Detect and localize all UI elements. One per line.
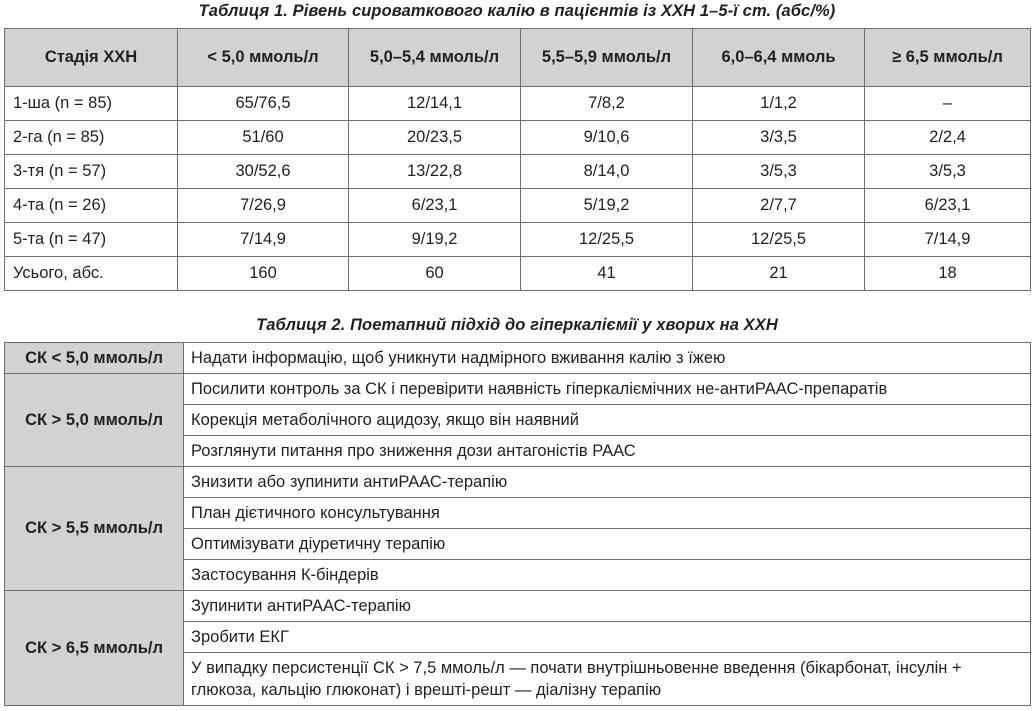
table-cell: 21 <box>693 257 865 291</box>
table-row <box>5 223 1031 257</box>
table-cell: 12/14,1 <box>349 87 521 121</box>
table-cell: 30/52,6 <box>178 155 349 189</box>
sk-level-label: СК > 5,5 ммоль/л <box>5 467 184 591</box>
table-cell: 7/14,9 <box>865 223 1031 257</box>
table-cell: 65/76,5 <box>178 87 349 121</box>
action-cell: Знизити або зупинити антиРААС-терапію <box>184 467 1031 498</box>
column-header-stage: Стадія ХХН <box>5 29 178 87</box>
table-cell: 8/14,0 <box>521 155 693 189</box>
column-header-5-0-5-4: 5,0–5,4 ммоль/л <box>349 29 521 87</box>
table-cell: 1/1,2 <box>693 87 865 121</box>
table-2-caption: Таблиця 2. Поетапний підхід до гіперкаліємії у хворих на ХХН <box>256 316 778 334</box>
table-header-row <box>5 29 1031 87</box>
table-cell: – <box>865 87 1031 121</box>
action-cell: Посилити контроль за СК і перевірити наявність гіперкаліємічних не-антиРААС-препаратів <box>184 374 1031 405</box>
table-cell: 7/26,9 <box>178 189 349 223</box>
table-cell: 2/7,7 <box>693 189 865 223</box>
action-cell: Корекція метаболічного ацидозу, якщо він наявний <box>184 405 1031 436</box>
action-cell: У випадку персистенції СК > 7,5 ммоль/л — почати внутрішньовенне введення (бікарбонат, інсулін + глюкоза, кальцію глюконат) і врешті-решт — діалізну терапію <box>184 653 1031 706</box>
action-cell: Зробити ЕКГ <box>184 622 1031 653</box>
table-total-row <box>5 257 1031 291</box>
table-row <box>5 591 1031 622</box>
sk-level-label: СК > 6,5 ммоль/л <box>5 591 184 706</box>
table-cell: 6/23,1 <box>349 189 521 223</box>
table-cell: 12/25,5 <box>521 223 693 257</box>
action-cell: Оптимізувати діуретичну терапію <box>184 529 1031 560</box>
table-cell: 3/5,3 <box>865 155 1031 189</box>
table-cell: 9/10,6 <box>521 121 693 155</box>
column-header-ge-6-5: ≥ 6,5 ммоль/л <box>865 29 1031 87</box>
action-cell: Застосування К-біндерів <box>184 560 1031 591</box>
table-cell: 2-га (n = 85) <box>5 121 178 155</box>
column-header-6-0-6-4: 6,0–6,4 ммоль <box>693 29 865 87</box>
table-row <box>5 374 1031 405</box>
table-cell: 4-та (n = 26) <box>5 189 178 223</box>
table-cell: 18 <box>865 257 1031 291</box>
table-cell: 160 <box>178 257 349 291</box>
table-cell: 2/2,4 <box>865 121 1031 155</box>
table-cell: 1-ша (n = 85) <box>5 87 178 121</box>
table-cell: 9/19,2 <box>349 223 521 257</box>
potassium-level-table <box>4 28 1031 291</box>
sk-level-label: СК > 5,0 ммоль/л <box>5 374 184 467</box>
table-row <box>5 87 1031 121</box>
table-row <box>5 343 1031 374</box>
table-cell: 5/19,2 <box>521 189 693 223</box>
table-cell: 60 <box>349 257 521 291</box>
table-cell: 51/60 <box>178 121 349 155</box>
table-cell: 41 <box>521 257 693 291</box>
column-header-5-5-5-9: 5,5–5,9 ммоль/л <box>521 29 693 87</box>
table-cell: 3-тя (n = 57) <box>5 155 178 189</box>
table-cell: 12/25,5 <box>693 223 865 257</box>
table-cell: 7/8,2 <box>521 87 693 121</box>
action-cell: Надати інформацію, щоб уникнути надмірного вживання калію з їжею <box>184 343 1031 374</box>
table-cell: 6/23,1 <box>865 189 1031 223</box>
table-1-caption: Таблиця 1. Рівень сироваткового калію в пацієнтів із ХХН 1–5-ї ст. (абс/%) <box>198 2 836 20</box>
table-cell: 20/23,5 <box>349 121 521 155</box>
table-row <box>5 121 1031 155</box>
table-cell: Усього, абс. <box>5 257 178 291</box>
hyperkalemia-approach-table <box>4 342 1031 706</box>
table-cell: 5-та (n = 47) <box>5 223 178 257</box>
table-cell: 7/14,9 <box>178 223 349 257</box>
table-row <box>5 155 1031 189</box>
table-cell: 13/22,8 <box>349 155 521 189</box>
action-cell: Розглянути питання про зниження дози антагоністів РААС <box>184 436 1031 467</box>
sk-level-label: СК < 5,0 ммоль/л <box>5 343 184 374</box>
action-cell: Зупинити антиРААС-терапію <box>184 591 1031 622</box>
table-row <box>5 189 1031 223</box>
action-cell: План дієтичного консультування <box>184 498 1031 529</box>
table-row <box>5 467 1031 498</box>
table-cell: 3/3,5 <box>693 121 865 155</box>
table-cell: 3/5,3 <box>693 155 865 189</box>
column-header-lt-5-0: < 5,0 ммоль/л <box>178 29 349 87</box>
